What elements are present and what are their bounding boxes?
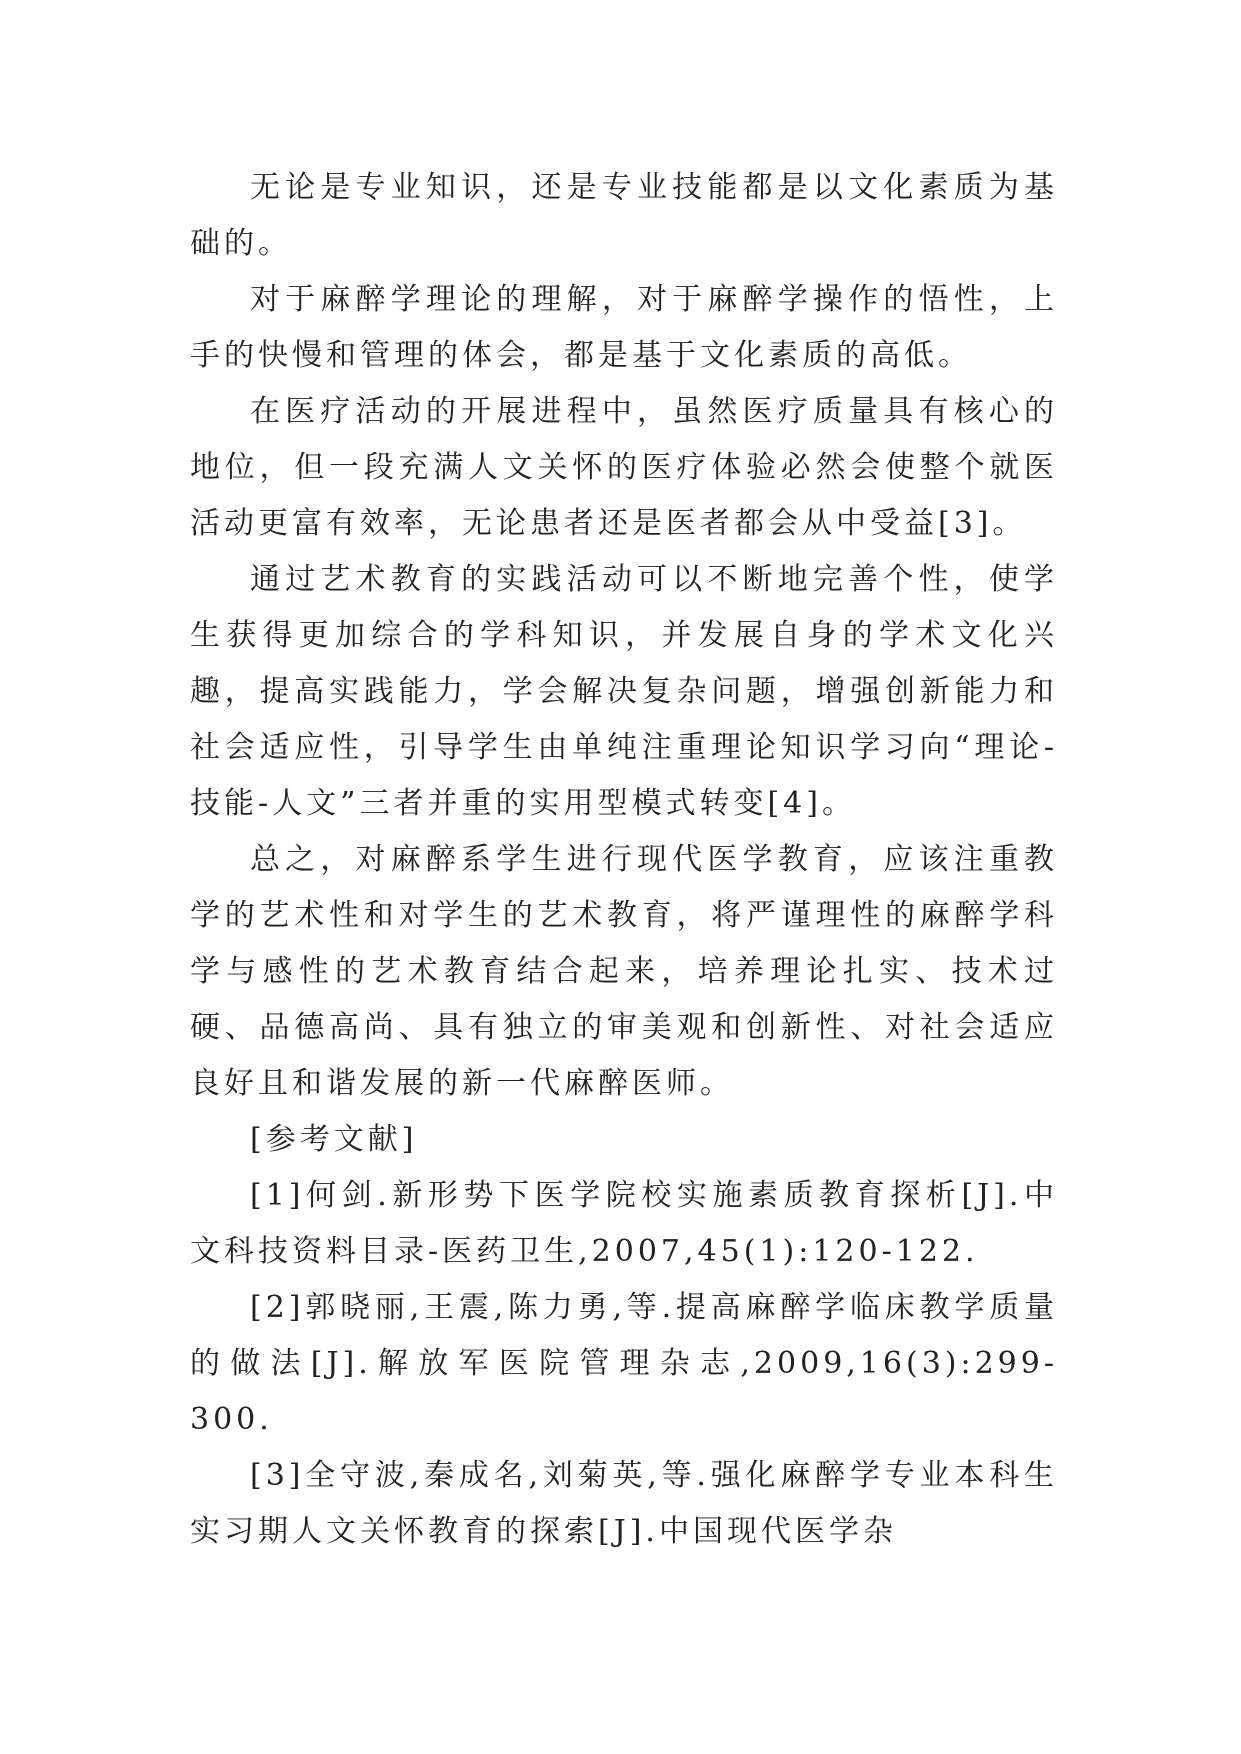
reference-3: [3]全守波,秦成名,刘菊英,等.强化麻醉学专业本科生实习期人文关怀教育的探索[J].中国现代医学杂 — [190, 1458, 1058, 1549]
paragraph-5: 总之，对麻醉系学生进行现代医学教育，应该注重教学的艺术性和对学生的艺术教育，将严谨理性的麻醉学科学与感性的艺术教育结合起来，培养理论扎实、技术过硬、品德高尚、具有独立的审美观和创新性、对社会适应良好且和谐发展的新一代麻醉医师。 — [190, 842, 1058, 1101]
references-heading: [参考文献] — [250, 1122, 418, 1157]
reference-2: [2]郭晓丽,王震,陈力勇,等.提高麻醉学临床教学质量的做法[J].解放军医院管理杂志,2009,16(3):299-300. — [190, 1290, 1058, 1437]
paragraph-2: 对于麻醉学理论的理解，对于麻醉学操作的悟性，上手的快慢和管理的体会，都是基于文化素质的高低。 — [190, 282, 1058, 373]
reference-1: [1]何剑.新形势下医学院校实施素质教育探析[J].中文科技资料目录-医药卫生,2007,45(1):120-122. — [190, 1178, 1058, 1269]
paragraph-1: 无论是专业知识，还是专业技能都是以文化素质为基础的。 — [190, 170, 1058, 261]
paragraph-4: 通过艺术教育的实践活动可以不断地完善个性，使学生获得更加综合的学科知识，并发展自身的学术文化兴趣，提高实践能力，学会解决复杂问题，增强创新能力和社会适应性，引导学生由单纯注重理论知识学习向“理论-技能-人文”三者并重的实用型模式转变[4]。 — [190, 562, 1058, 821]
paragraph-3: 在医疗活动的开展进程中，虽然医疗质量具有核心的地位，但一段充满人文关怀的医疗体验必然会使整个就医活动更富有效率，无论患者还是医者都会从中受益[3]。 — [190, 394, 1058, 541]
body-text — [190, 160, 1058, 1560]
